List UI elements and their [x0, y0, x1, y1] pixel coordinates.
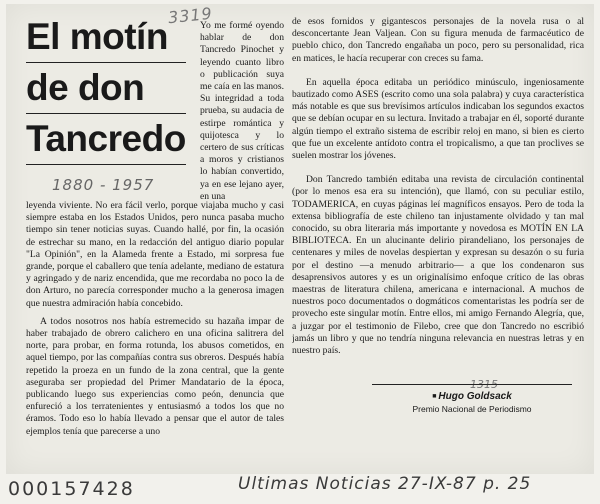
- author-name: ■ Hugo Goldsack: [372, 391, 572, 402]
- article-intro: Yo me formé oyendo hablar de don Tancredo Pinochet y leyendo cuanto libro o publicación suya me caía en las manos. Su integridad a toda prueba, su audacia de estirpe romántica y quijotesca y lo certero de sus críticas a moros y cristianos lo habían convertido, ya en ese lejano ayer, en una: [200, 20, 284, 202]
- author-role: Premio Nacional de Periodismo: [412, 404, 532, 414]
- article-column-2: [292, 16, 584, 380]
- title-line-3: Tancredo: [26, 118, 186, 159]
- article-column-1: [26, 200, 284, 466]
- title-line-2: de don: [26, 67, 145, 108]
- title-line-1: El motín: [26, 16, 168, 57]
- article-title: [26, 12, 186, 165]
- handwritten-catalog-id: 000157428: [8, 478, 135, 500]
- handwritten-number: 3319: [167, 3, 214, 28]
- paragraph: A todos nosotros nos había estremecido su hazaña impar de haber trabajado de obrero calichero en una oficina salitrera del norte, para probar, en forma rotunda, los abusos cometidos, en aquel tiempo, por las compañías contra sus obreros. Después había repetido la proeza en un fundo de la zona central, que la gente aseguraba ser propiedad del Primer Mandatario de la época, publicando luego sus experiencias como peón, denuncia que enfureció a los terratenientes y entusiasmó a todos los que no éramos. Todo eso lo había llevado a pensar que el autor de tales ejemplos tenía que parecerse a uno: [26, 315, 284, 437]
- title-rule: [26, 164, 186, 165]
- paragraph: leyenda viviente. No era fácil verlo, porque viajaba mucho y casi siempre estaba en los Estados Unidos, pero nunca pasaba mucho tiempo sin tener noticias suyas. Cuando hallé, por fin, la ocasión de estrechar su mano, en la redacción del antiguo diario popular "La Opinión", en la Alameda frente a Estado, mi sorpresa fue grande, porque el caballero que tenía adelante, mediano de estatura y agringado y de nariz encendida, que me recordaba no poco la de don Arturo, no parecía corresponder mucho a la generosa imagen que nuestra admiración había concebido.: [26, 200, 284, 309]
- handwritten-years: 1880 - 1957: [52, 176, 155, 194]
- paragraph: de esos fornidos y gigantescos personajes de la novela rusa o al desconcertante Jean Valjean. Con su figura menuda de farmacéutico de pueblo chico, don Tancredo engañaba un poco, pero su personalidad, rica en matices, le hacía recuperar con creces su fama.: [292, 16, 584, 64]
- signature-rule: [372, 384, 572, 385]
- paragraph: Don Tancredo también editaba una revista de circulación continental (por lo menos esa era su intención), que llamó, con su peculiar estilo, TODAMERICA, en cuyas páginas leí magníficos ensayos. Pero de toda la extensa bibliografía de este chileno tan injustamente olvidado y tan mal conocido, su obra literaria más importante y novedosa es MOTÍN EN LA BIBLIOTECA. En un alucinante delirio pirandeliano, los personajes de centenares y miles de novelas despiertan y expresan su desazón o su furia por el destino —a menudo arbitrario— a que los condenaron sus desaprensivos autores y es un originalísimo enfoque crítico de las obras maestras de literatura chilena, americana e internacional. A muchos de nuestros poco documentados o dogmáticos comentaristas les podría ser de provecho este singular motín. Entre ellos, mi amigo Fernando Alegría, que, a juzgar por el testimonio de Filebo, cree que don Tancredo no escribió jamás un libro y que no tendría ninguna relevancia en nuestras letras y en nuestro país.: [292, 174, 584, 357]
- paragraph: En aquella época editaba un periódico minúsculo, ingeniosamente bautizado como ASES (escrito como una sola palabra) y cuya característica más notable es que sus brevísimos artículos indicaban los segundos exactos que se debían ocupar en su lectura. Invitado a trabajar en él, soporté durante algún tiempo el extraño sistema de escribir reloj en mano, si bien es cierto que fue un excelente antídoto contra el tropicalismo, a que tan proclives se suelen mostrar los jóvenes.: [292, 76, 584, 162]
- handwritten-source-note: Ultimas Noticias 27-IX-87 p. 25: [238, 474, 532, 494]
- handwritten-mark: 1315: [470, 378, 498, 391]
